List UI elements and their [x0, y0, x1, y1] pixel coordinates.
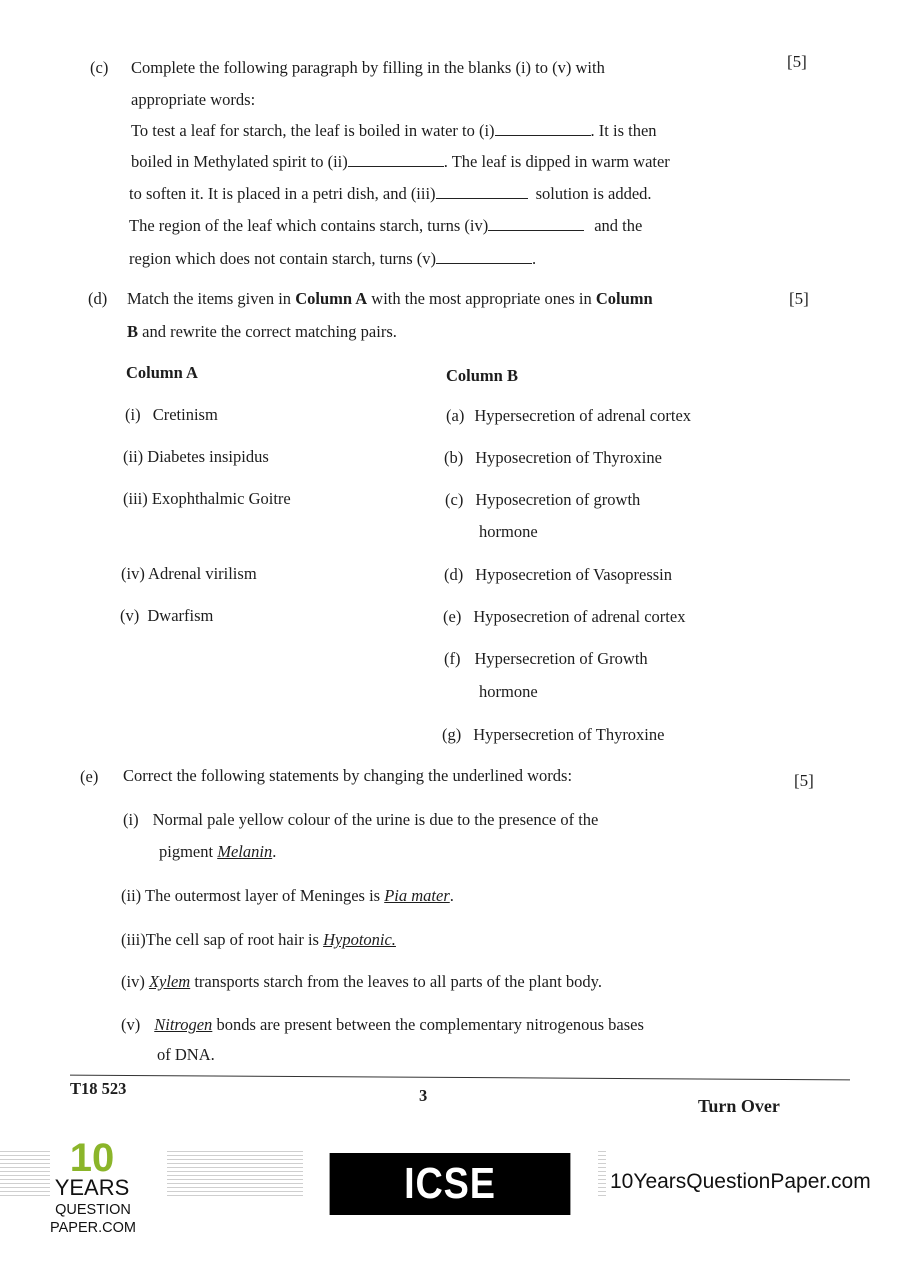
- column-b-item: (b) Hyposecretion of Thyroxine: [444, 448, 662, 467]
- page-number: 3: [419, 1086, 428, 1105]
- column-b-item: (c) Hyposecretion of growth: [445, 490, 641, 509]
- paragraph-line-3: to soften it. It is placed in a petri dish, and (iii) solution is added.: [129, 184, 652, 203]
- underlined-word: Melanin: [217, 842, 273, 861]
- column-b-item-continuation: hormone: [479, 682, 538, 701]
- footer-rule: [70, 1075, 850, 1081]
- question-d-label: (d): [88, 289, 108, 308]
- footer-stripes-left: [0, 1151, 50, 1197]
- underlined-word: Hypotonic.: [323, 930, 396, 949]
- column-b-item-continuation: hormone: [479, 522, 538, 541]
- paragraph-line-5: region which does not contain starch, turns (v) .: [129, 249, 537, 268]
- question-e-instruction: Correct the following statements by changing the underlined words:: [123, 766, 573, 785]
- question-e-label: (e): [80, 767, 99, 786]
- blank-ii: [348, 166, 444, 167]
- column-b-item: (g) Hypersecretion of Thyroxine: [442, 725, 665, 744]
- footer-stripes-middle: [167, 1151, 303, 1197]
- question-c-label: (c): [90, 58, 109, 77]
- statement-5: (v) Nitrogen bonds are present between the complementary nitrogenous bases: [121, 1015, 644, 1034]
- column-a-heading: Column A: [126, 363, 198, 382]
- question-e-marks: [5]: [794, 771, 814, 790]
- column-b-heading: Column B: [446, 366, 518, 385]
- logo-number: 10: [69, 1136, 115, 1180]
- site-link[interactable]: 10YearsQuestionPaper.com: [610, 1170, 871, 1193]
- column-b-item: (f) Hypersecretion of Growth: [444, 649, 648, 668]
- column-a-item: (iii) Exophthalmic Goitre: [123, 489, 291, 508]
- statement-5-cont: of DNA.: [157, 1045, 215, 1064]
- question-c-instruction-2: appropriate words:: [131, 90, 256, 109]
- column-a-item: (i) Cretinism: [125, 405, 218, 424]
- paragraph-line-1: To test a leaf for starch, the leaf is boiled in water to (i) . It is then: [131, 121, 657, 140]
- blank-iv: [488, 230, 584, 231]
- underlined-word: Pia mater: [384, 886, 450, 905]
- statement-4: (iv) Xylem transports starch from the leaves to all parts of the plant body.: [121, 972, 602, 991]
- underlined-word: Xylem: [148, 972, 191, 991]
- paper-code: T18 523: [70, 1079, 127, 1098]
- board-banner: ICSE BOARD X: [330, 1153, 571, 1215]
- paragraph-line-4: The region of the leaf which contains starch, turns (iv) and the: [129, 216, 643, 235]
- question-c-instruction: Complete the following paragraph by filling in the blanks (i) to (v) with: [131, 58, 605, 77]
- footer-stripes-right: [598, 1151, 606, 1197]
- statement-3: (iii)The cell sap of root hair is Hypotonic.: [121, 930, 396, 949]
- column-b-item: (d) Hyposecretion of Vasopressin: [444, 565, 672, 584]
- underlined-word: Nitrogen: [154, 1015, 213, 1034]
- question-d-instruction: Match the items given in Column A with the most appropriate ones in Column: [127, 289, 653, 308]
- column-b-item: (e) Hyposecretion of adrenal cortex: [443, 607, 686, 626]
- logo-years: YEARS: [54, 1175, 130, 1200]
- column-a-item: (iv) Adrenal virilism: [121, 564, 257, 583]
- column-a-item: (v) Dwarfism: [120, 606, 214, 625]
- question-d-instruction-2: B and rewrite the correct matching pairs.: [127, 322, 397, 341]
- question-c-marks: [5]: [787, 52, 807, 71]
- paragraph-line-2: boiled in Methylated spirit to (ii) . The leaf is dipped in warm water: [131, 152, 670, 171]
- blank-v: [436, 263, 532, 264]
- column-b-item: (a) Hypersecretion of adrenal cortex: [446, 406, 692, 425]
- turn-over: Turn Over: [698, 1096, 780, 1116]
- statement-2: (ii) The outermost layer of Meninges is Pia mater.: [121, 886, 454, 905]
- blank-i: [495, 135, 591, 136]
- statement-1: (i) Normal pale yellow colour of the urine is due to the presence of the: [123, 810, 599, 829]
- logo-subtitle: QUESTION PAPER.COM: [50, 1202, 136, 1236]
- statement-1-cont: pigment Melanin.: [159, 842, 277, 861]
- question-d-marks: [5]: [789, 289, 809, 308]
- blank-iii: [436, 198, 528, 199]
- column-a-item: (ii) Diabetes insipidus: [123, 447, 269, 466]
